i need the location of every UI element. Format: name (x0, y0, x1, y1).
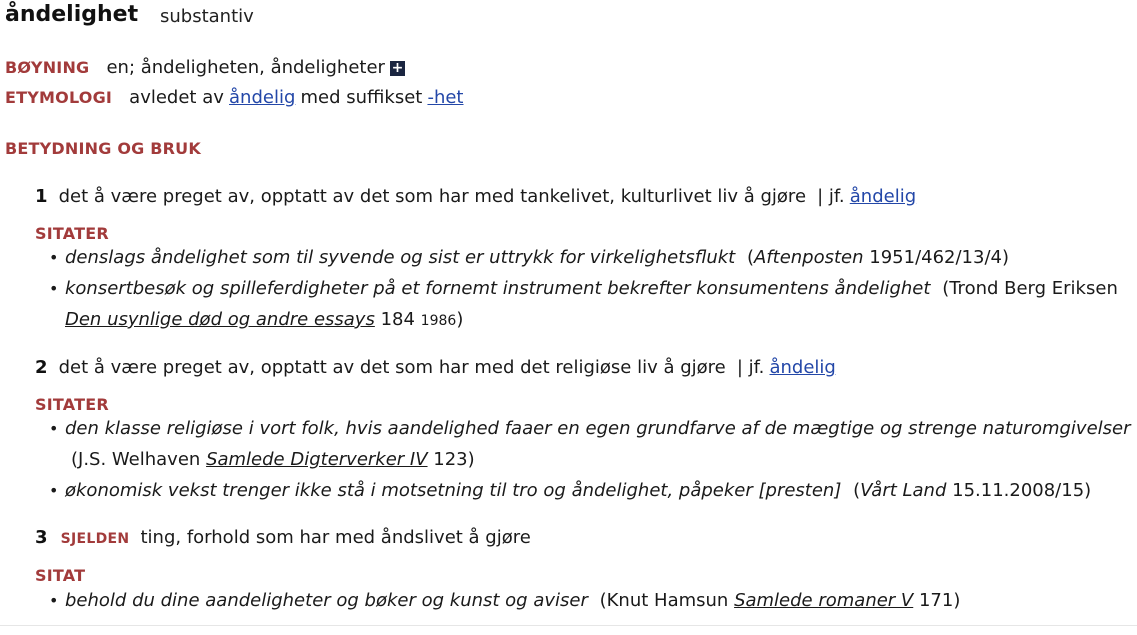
quote-source-page: 123) (433, 449, 475, 470)
etymology-text-middle: med suffikset (300, 87, 423, 108)
etymology-link-andelig[interactable]: åndelig (229, 87, 296, 108)
list-item (49, 242, 1135, 273)
cf-label: | jf. (817, 186, 845, 207)
quote-source-open: ( (746, 247, 754, 268)
bullet: • (49, 481, 59, 500)
quote-source-title-link[interactable]: Samlede Digterverker IV (206, 449, 428, 470)
bullet: • (49, 419, 59, 438)
quotes-label: SITAT (35, 566, 86, 585)
quote-source-open: ( (853, 480, 861, 501)
inflection-label: BØYNING (5, 58, 90, 77)
list-item (49, 413, 1133, 475)
list-item (49, 475, 1135, 506)
sense-2 (35, 357, 836, 378)
word-class: substantiv (160, 6, 254, 27)
cf-label: | jf. (736, 357, 765, 378)
quote-source-ref: 1951/462/13/4) (869, 247, 1010, 268)
quote-source-author: (Trond Berg Eriksen (942, 278, 1118, 299)
quote-source-ref: 15.11.2008/15) (952, 480, 1092, 501)
quote-source-close: ) (456, 309, 464, 330)
sense-number: 1 (35, 186, 48, 207)
sense-definition: ting, forhold som har med åndslivet å gjøre (140, 527, 531, 548)
sense-definition: det å være preget av, opptatt av det som har med det religiøse liv å gjøre (58, 357, 726, 378)
quote-text: denslags åndelighet som til syvende og sist er uttrykk for virkelighetsflukt (65, 247, 736, 268)
quote-list (49, 413, 1135, 506)
quote-source-year: 1986 (420, 313, 457, 329)
quote-source-author: (Knut Hamsun (599, 590, 729, 611)
inflection-row (5, 57, 405, 78)
quote-source-title-link[interactable]: Den usynlige død og andre essays (65, 309, 375, 330)
cf-link-andelig[interactable]: åndelig (769, 357, 836, 378)
sense-definition: det å være preget av, opptatt av det som har med tankelivet, kulturlivet liv å gjøre (58, 186, 807, 207)
sense-3 (35, 527, 531, 548)
cf-link-andelig[interactable]: åndelig (849, 186, 917, 207)
quotes-label: SITATER (35, 395, 109, 414)
quote-text: konsertbesøk og spilleferdigheter på et fornemt instrument bekrefter konsumentens åndelighet (65, 278, 931, 299)
quote-list (49, 585, 1135, 616)
sense-number: 3 (35, 527, 48, 548)
bullet: • (49, 279, 59, 298)
quotes-label: SITATER (35, 224, 109, 243)
plus-icon[interactable]: + (391, 60, 404, 76)
quote-source-publication: Vårt Land (860, 480, 947, 501)
etymology-text-before: avledet av (129, 87, 224, 108)
sense-number: 2 (35, 357, 48, 378)
list-item (49, 273, 1133, 337)
usage-tag-rare: SJELDEN (60, 531, 130, 547)
quote-list (49, 242, 1135, 337)
bottom-divider (0, 625, 1137, 626)
sense-1 (35, 186, 916, 207)
quote-source-page: 184 (380, 309, 415, 330)
etymology-link-het[interactable]: -het (427, 87, 464, 108)
quote-source-publication: Aftenposten (753, 247, 864, 268)
quote-text: økonomisk vekst trenger ikke stå i motsetning til tro og åndelighet, påpeker [presten] (65, 480, 842, 501)
quote-source-title-link[interactable]: Samlede romaner V (734, 590, 914, 611)
meaning-heading: BETYDNING OG BRUK (5, 139, 201, 158)
quote-source-page: 171) (918, 590, 961, 611)
bullet: • (49, 591, 59, 610)
quote-text: behold du dine aandeligheter og bøker og kunst og aviser (65, 590, 588, 611)
inflection-forms: en; åndeligheten, åndeligheter (106, 57, 385, 78)
bullet: • (49, 248, 59, 267)
etymology-row (5, 87, 464, 108)
etymology-label: ETYMOLOGI (5, 88, 113, 107)
list-item (49, 585, 1135, 616)
quote-text: den klasse religiøse i vort folk, hvis aandelighed faaer en egen grundfarve af de mægtige og strenge naturomgivelser (65, 418, 1131, 439)
headword: åndelighet (5, 2, 139, 27)
quote-source-author: (J.S. Welhaven (71, 449, 201, 470)
